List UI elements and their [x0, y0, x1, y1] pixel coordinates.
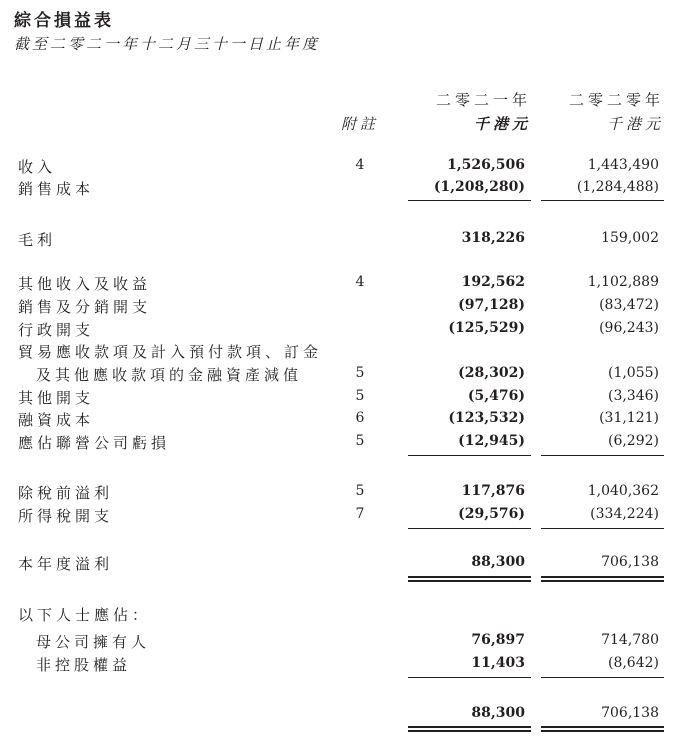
row-note: 4	[355, 157, 365, 173]
value-2021: (97,128)	[458, 297, 525, 313]
value-2020: (1,284,488)	[576, 179, 659, 195]
row-finance-costs	[0, 409, 677, 431]
row-impairment-line1	[0, 341, 677, 363]
subtotal-rule-2020	[541, 455, 664, 456]
row-label: 其他收入及收益	[18, 275, 152, 293]
row-label: 融資成本	[18, 411, 95, 429]
total-double-rule-2021-bottom	[408, 730, 531, 732]
value-2020: (31,121)	[599, 410, 659, 426]
row-attributable-to	[0, 604, 677, 626]
row-note: 5	[355, 483, 365, 499]
value-2021: 88,300	[471, 554, 525, 570]
row-selling-expenses	[0, 296, 677, 318]
row-label: 所得稅開支	[18, 507, 114, 525]
value-2021: (28,302)	[458, 365, 525, 381]
row-note: 4	[355, 274, 365, 290]
row-note: 5	[355, 388, 365, 404]
total-double-rule-2021-top	[408, 726, 531, 728]
statement-subtitle: 截至二零二一年十二月三十一日止年度	[14, 35, 321, 53]
value-2020: 1,040,362	[587, 483, 659, 499]
value-2021: (29,576)	[458, 506, 525, 522]
value-2021: (123,532)	[448, 410, 525, 426]
value-2020: 714,780	[601, 632, 659, 648]
row-note: 5	[355, 365, 365, 381]
subtotal-rule-2020	[541, 677, 664, 678]
value-2021: 11,403	[471, 655, 525, 671]
total-double-rule-2021-top	[408, 576, 531, 578]
row-note: 6	[355, 410, 365, 426]
row-label: 其他開支	[18, 389, 95, 407]
row-label: 非控股權益	[36, 656, 132, 674]
value-2020: (1,055)	[607, 365, 659, 381]
row-label: 除稅前溢利	[18, 484, 114, 502]
subtotal-rule-2020	[541, 200, 664, 201]
value-2021: (1,208,280)	[433, 179, 525, 195]
row-other-income	[0, 273, 677, 295]
total-double-rule-2020-top	[541, 576, 664, 578]
row-label: 收入	[18, 158, 57, 176]
total-double-rule-2021-bottom	[408, 580, 531, 582]
subtotal-rule-2021	[408, 455, 531, 456]
year-2021-header: 二零二一年	[435, 91, 531, 109]
row-label: 及其他應收款項的金融資產減值	[36, 366, 303, 384]
statement-title: 綜合損益表	[14, 11, 114, 31]
value-2020: (3,346)	[607, 388, 659, 404]
unit-2021-header: 千港元	[473, 115, 531, 133]
value-2020: (8,642)	[607, 655, 659, 671]
row-attributable-total	[0, 704, 677, 726]
row-profit-for-year	[0, 553, 677, 575]
value-2020: (334,224)	[590, 506, 659, 522]
total-double-rule-2020-top	[541, 726, 664, 728]
value-2021: 117,876	[461, 483, 525, 499]
row-label: 貿易應收款項及計入預付款項、訂金	[18, 343, 323, 361]
row-label: 銷售成本	[18, 180, 95, 198]
row-cost-of-sales	[0, 178, 677, 200]
value-2021: (125,529)	[448, 320, 525, 336]
value-2021: 76,897	[471, 632, 525, 648]
row-label: 母公司擁有人	[36, 633, 151, 651]
value-2021: 1,526,506	[447, 157, 525, 173]
row-label: 本年度溢利	[18, 555, 114, 573]
row-gross-profit	[0, 229, 677, 251]
note-column-header: 附註	[340, 115, 379, 133]
row-label: 行政開支	[18, 321, 95, 339]
row-label: 以下人士應佔：	[18, 606, 152, 624]
row-revenue	[0, 156, 677, 178]
value-2020: (83,472)	[599, 297, 659, 313]
row-label: 毛利	[18, 231, 57, 249]
row-impairment-line2	[0, 364, 677, 386]
row-label: 銷售及分銷開支	[18, 298, 152, 316]
value-2020: 1,443,490	[587, 157, 659, 173]
unit-2020-header: 千港元	[606, 115, 664, 133]
subtotal-rule-2021	[408, 677, 531, 678]
total-double-rule-2020-bottom	[541, 730, 664, 732]
value-2020: 706,138	[601, 705, 659, 721]
value-2021: 192,562	[461, 274, 525, 290]
subtotal-rule-2020	[541, 528, 664, 529]
row-note: 5	[355, 433, 365, 449]
row-share-of-associates-loss	[0, 432, 677, 454]
subtotal-rule-2021	[408, 200, 531, 201]
row-label: 應佔聯營公司虧損	[18, 434, 171, 452]
row-other-expenses	[0, 387, 677, 409]
value-2020: 159,002	[601, 230, 659, 246]
total-double-rule-2020-bottom	[541, 580, 664, 582]
row-admin-expenses	[0, 319, 677, 341]
row-non-controlling-interests	[0, 654, 677, 676]
row-owners-of-parent	[0, 631, 677, 653]
value-2020: (96,243)	[599, 320, 659, 336]
value-2020: 1,102,889	[587, 274, 659, 290]
value-2020: 706,138	[601, 554, 659, 570]
value-2021: 88,300	[471, 705, 525, 721]
value-2020: (6,292)	[607, 433, 659, 449]
year-2020-header: 二零二零年	[568, 91, 664, 109]
value-2021: (12,945)	[458, 433, 525, 449]
value-2021: (5,476)	[467, 388, 525, 404]
row-note: 7	[355, 506, 365, 522]
value-2021: 318,226	[461, 230, 525, 246]
row-profit-before-tax	[0, 482, 677, 504]
row-income-tax	[0, 505, 677, 527]
subtotal-rule-2021	[408, 528, 531, 529]
